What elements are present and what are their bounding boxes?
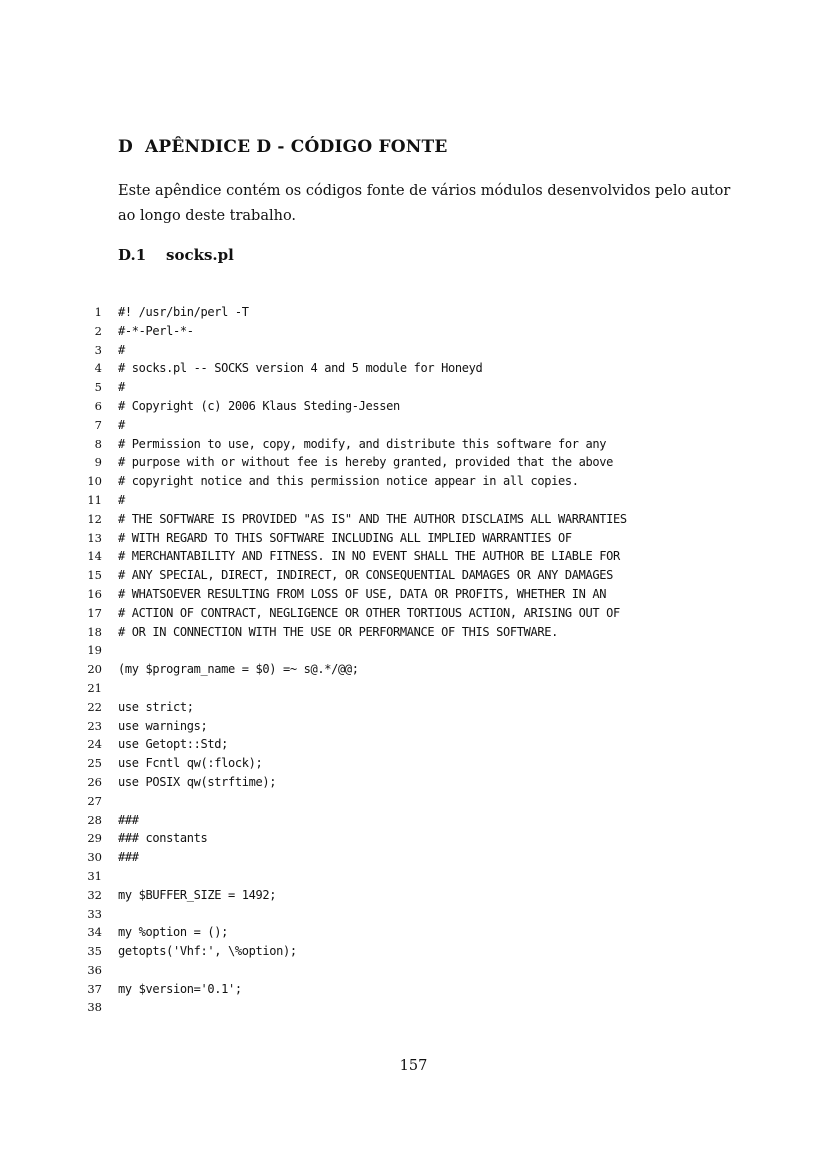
code-line	[70, 322, 750, 341]
line-code: #	[118, 492, 125, 507]
line-code: #-*-Perl-*-	[118, 323, 194, 338]
line-number: 16	[87, 586, 102, 601]
code-line	[70, 829, 750, 848]
line-code: (my $program_name = $0) =~ s@.*/@@;	[118, 662, 359, 677]
line-number: 24	[87, 737, 102, 752]
line-number: 37	[87, 981, 102, 996]
code-line	[70, 942, 750, 961]
code-line	[70, 453, 750, 472]
line-code: # ANY SPECIAL, DIRECT, INDIRECT, OR CONSEQUENTIAL DAMAGES OR ANY DAMAGES	[118, 568, 613, 583]
code-line	[70, 998, 750, 1017]
section-number: D	[118, 137, 133, 157]
line-number: 38	[87, 1000, 102, 1015]
line-code: # socks.pl -- SOCKS version 4 and 5 module for Honeyd	[118, 361, 483, 376]
code-line	[70, 679, 750, 698]
line-number: 31	[87, 868, 102, 883]
code-line	[70, 660, 750, 679]
code-line	[70, 754, 750, 773]
code-line	[70, 792, 750, 811]
line-code: ### constants	[118, 831, 208, 846]
code-line	[70, 359, 750, 378]
code-line	[70, 378, 750, 397]
line-number: 30	[87, 850, 102, 865]
code-line	[70, 435, 750, 454]
code-line	[70, 529, 750, 548]
line-code: my $BUFFER_SIZE = 1492;	[118, 887, 277, 902]
code-line	[70, 980, 750, 999]
code-line	[70, 303, 750, 322]
line-number: 14	[87, 549, 102, 564]
line-number: 13	[87, 530, 102, 545]
line-number: 35	[87, 944, 102, 959]
code-line	[70, 698, 750, 717]
code-line	[70, 886, 750, 905]
code-line	[70, 547, 750, 566]
line-code: ###	[118, 812, 139, 827]
intro-line-1: Este apêndice contém os códigos fonte de vários módulos desenvolvidos pelo autor	[118, 183, 731, 199]
line-code: # copyright notice and this permission notice appear in all copies.	[118, 474, 579, 489]
line-code: my %option = ();	[118, 925, 228, 940]
line-code: # OR IN CONNECTION WITH THE USE OR PERFORMANCE OF THIS SOFTWARE.	[118, 624, 558, 639]
line-number: 28	[87, 812, 102, 827]
line-code: ###	[118, 850, 139, 865]
line-code: # WITH REGARD TO THIS SOFTWARE INCLUDING ALL IMPLIED WARRANTIES OF	[118, 530, 572, 545]
line-code: # Copyright (c) 2006 Klaus Steding-Jessen	[118, 398, 400, 413]
code-line	[70, 604, 750, 623]
section-title: APÊNDICE D - CÓDIGO FONTE	[145, 137, 448, 157]
code-line	[70, 811, 750, 830]
line-number: 11	[87, 492, 102, 507]
line-number: 26	[87, 774, 102, 789]
line-number: 9	[94, 455, 102, 470]
code-line	[70, 641, 750, 660]
code-line	[70, 585, 750, 604]
line-number: 18	[87, 624, 102, 639]
line-code: # WHATSOEVER RESULTING FROM LOSS OF USE, DATA OR PROFITS, WHETHER IN AN	[118, 586, 607, 601]
line-code: use Fcntl qw(:flock);	[118, 756, 263, 771]
code-line	[70, 510, 750, 529]
line-code: #	[118, 342, 125, 357]
line-number: 29	[87, 831, 102, 846]
line-code: getopts('Vhf:', \%option);	[118, 944, 297, 959]
line-number: 6	[94, 398, 102, 413]
line-number: 22	[87, 699, 102, 714]
line-code: my $version='0.1';	[118, 981, 242, 996]
line-code: # THE SOFTWARE IS PROVIDED "AS IS" AND THE AUTHOR DISCLAIMS ALL WARRANTIES	[118, 511, 627, 526]
line-number: 27	[87, 793, 102, 808]
code-line	[70, 735, 750, 754]
code-line	[70, 416, 750, 435]
line-number: 19	[87, 643, 102, 658]
line-code: # ACTION OF CONTRACT, NEGLIGENCE OR OTHER TORTIOUS ACTION, ARISING OUT OF	[118, 605, 620, 620]
code-listing	[70, 303, 750, 1017]
code-line	[70, 961, 750, 980]
line-number: 1	[94, 305, 102, 319]
code-line	[70, 773, 750, 792]
section-heading	[118, 137, 448, 157]
line-number: 8	[94, 436, 102, 451]
code-line	[70, 905, 750, 924]
code-line	[70, 848, 750, 867]
line-number: 21	[87, 680, 102, 695]
code-line	[70, 623, 750, 642]
page-number: 157	[399, 1058, 428, 1074]
line-code: #	[118, 417, 125, 432]
line-code: #	[118, 380, 125, 395]
subsection-number: D.1	[118, 246, 147, 264]
line-code: use POSIX qw(strftime);	[118, 774, 277, 789]
code-line	[70, 867, 750, 886]
line-code: # Permission to use, copy, modify, and distribute this software for any	[118, 436, 607, 451]
line-code: #! /usr/bin/perl -T	[118, 305, 249, 319]
line-number: 15	[87, 568, 102, 583]
line-number: 36	[87, 962, 102, 977]
line-number: 3	[94, 342, 102, 357]
code-line	[70, 566, 750, 585]
code-line	[70, 491, 750, 510]
code-line	[70, 341, 750, 360]
line-code: use strict;	[118, 699, 194, 714]
subsection-title: socks.pl	[166, 246, 234, 264]
line-code: # MERCHANTABILITY AND FITNESS. IN NO EVENT SHALL THE AUTHOR BE LIABLE FOR	[118, 549, 620, 564]
line-number: 23	[87, 718, 102, 733]
line-number: 12	[87, 511, 102, 526]
code-line	[70, 397, 750, 416]
line-number: 34	[87, 925, 102, 940]
code-line	[70, 923, 750, 942]
line-number: 17	[87, 605, 102, 620]
line-number: 33	[87, 906, 102, 921]
code-line	[70, 717, 750, 736]
line-code: # purpose with or without fee is hereby granted, provided that the above	[118, 455, 613, 470]
line-code: use Getopt::Std;	[118, 737, 228, 752]
line-code: use warnings;	[118, 718, 208, 733]
intro-line-2: ao longo deste trabalho.	[118, 208, 297, 224]
subsection-heading	[118, 246, 234, 264]
line-number: 25	[87, 756, 102, 771]
line-number: 2	[94, 323, 102, 338]
line-number: 7	[94, 417, 102, 432]
code-line	[70, 472, 750, 491]
line-number: 20	[87, 662, 102, 677]
line-number: 10	[87, 474, 102, 489]
line-number: 5	[94, 380, 102, 395]
line-number: 32	[87, 887, 102, 902]
intro-paragraph	[118, 179, 731, 229]
line-number: 4	[94, 361, 102, 376]
